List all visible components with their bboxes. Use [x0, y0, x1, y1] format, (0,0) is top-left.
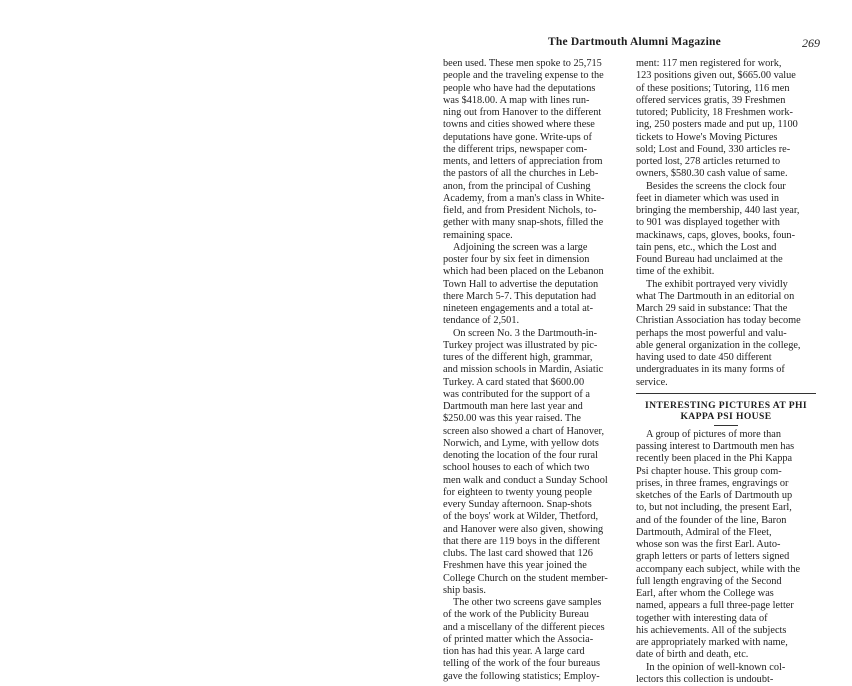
text-line: his achievements. All of the subjects [636, 624, 787, 636]
text-line: remaining space. [443, 229, 513, 241]
text-line: are appropriately marked with name, [636, 637, 788, 648]
text-line: together with interesting data of [636, 612, 768, 624]
text-line: school houses to each of which two [443, 462, 590, 474]
text-line: offered services gratis, 39 Freshmen [636, 94, 786, 106]
text-line: nineteen engagements and a total at- [443, 303, 594, 314]
text-line: was $418.00. A map with lines run- [443, 94, 590, 106]
text-line: sketches of the Earls of Dartmouth up [636, 490, 793, 501]
text-line: passing interest to Dartmouth men has [636, 441, 795, 452]
text-line: clubs. The last card showed that 126 [443, 548, 593, 559]
text-line: Psi chapter house. This group com- [636, 465, 782, 477]
text-line: Norwich, and Lyme, with yellow dots [443, 437, 599, 449]
article-heading-line-1: INTERESTING PICTURES AT PHI [644, 399, 808, 411]
text-line: feet in diameter which was used in [636, 192, 779, 204]
text-line: 123 positions given out, $665.00 value [636, 70, 796, 82]
text-line: A group of pictures of more than [646, 428, 781, 440]
text-line: to 901 was displayed together with [636, 217, 780, 229]
text-line: sold; Lost and Found, 330 articles re- [636, 143, 791, 155]
text-line: Adjoining the screen was a large [453, 241, 588, 253]
left-column [443, 58, 623, 683]
text-line: denoting the location of the four rural [443, 450, 598, 461]
text-line: tutored; Publicity, 18 Freshmen work- [636, 107, 793, 118]
text-line: which had been placed on the Lebanon [443, 266, 604, 278]
magazine-title: The Dartmouth Alumni Magazine [548, 36, 721, 48]
text-line: anon, from the principal of Cushing [443, 180, 591, 192]
text-line: On screen No. 3 the Dartmouth-in- [453, 327, 598, 339]
text-line: graph letters or parts of letters signed [636, 551, 790, 563]
text-line: undergraduates in its many forms of [636, 364, 785, 376]
text-line: time of the exhibit. [636, 266, 715, 278]
text-line: telling of the work of the four bureaus [443, 658, 600, 670]
text-line: recently been placed in the Phi Kappa [636, 453, 793, 465]
text-line: prises, in three frames, engravings or [636, 477, 789, 489]
text-line: to, but not including, the present Earl, [636, 502, 792, 514]
text-line: March 29 said in substance: That the [636, 303, 788, 314]
text-line: gether with many snap-shots, filled the [443, 217, 604, 229]
text-line: Turkey project was illustrated by pic- [443, 339, 598, 351]
text-line: was contributed for the support of a [443, 388, 590, 400]
text-line: that there are 119 boys in the different [443, 535, 600, 547]
text-line: owners, $580.30 cash value of same. [636, 168, 788, 180]
text-line: tion has had this year. A large card [443, 646, 585, 657]
text-line: tain pens, etc., which the Lost and [636, 241, 777, 253]
text-line: and Hanover were also given, showing [443, 523, 604, 535]
right-column-bottom-lines [636, 429, 816, 686]
text-line: of the work of the Publicity Bureau [443, 609, 589, 621]
text-line: Freshmen have this year joined the [443, 560, 587, 572]
text-line: Dartmouth man here last year and [443, 401, 583, 412]
text-line: Christian Association has today become [636, 315, 801, 327]
text-line: tendance of 2,501. [443, 315, 520, 327]
text-line: ments, and letters of appreciation from [443, 156, 603, 167]
text-line: Found Bureau had unclaimed at the [636, 254, 783, 265]
text-line: poster four by six feet in dimension [443, 254, 590, 265]
text-line: The exhibit portrayed very vividly [646, 278, 788, 290]
text-line: of these positions; Tutoring, 116 men [636, 82, 790, 94]
text-line: having used to date 450 different [636, 352, 772, 363]
text-line: perhaps the most powerful and valu- [636, 327, 787, 339]
text-line: The other two screens gave samples [453, 597, 602, 608]
text-line: and of the founder of the line, Baron [636, 514, 787, 526]
text-line: field, and from President Nichols, to- [443, 205, 597, 216]
text-line: every Sunday afternoon. Snap-shots [443, 499, 592, 510]
text-line: named, appears a full three-page letter [636, 600, 794, 612]
text-line: Turkey. A card stated that $600.00 [443, 376, 585, 388]
text-line: able general organization in the college, [636, 339, 801, 351]
text-line: people who have had the deputations [443, 82, 596, 94]
text-line: $250.00 was this year raised. The [443, 413, 581, 425]
running-header [548, 36, 820, 52]
text-line: Besides the screens the clock four [646, 180, 786, 192]
text-line: ing, 250 posters made and put up, 1100 [636, 119, 798, 131]
text-line: Dartmouth, Admiral of the Fleet, [636, 526, 772, 538]
text-line: service. [636, 376, 668, 388]
text-line: and a miscellany of the different pieces [443, 621, 605, 633]
text-line: gave the following statistics; Employ- [443, 670, 600, 682]
article-heading-line-2: KAPPA PSI HOUSE [680, 410, 772, 422]
text-line: bringing the membership, 440 last year, [636, 205, 800, 216]
text-line: tickets to Howe's Moving Pictures [636, 131, 778, 143]
section-divider [636, 393, 816, 394]
text-line: what The Dartmouth in an editorial on [636, 290, 795, 302]
text-line: men walk and conduct a Sunday School [443, 474, 608, 486]
text-line: people and the traveling expense to the [443, 70, 604, 82]
text-line: date of birth and death, etc. [636, 649, 749, 661]
text-line: Town Hall to advertise the deputation [443, 278, 599, 290]
text-line: screen also showed a chart of Hanover, [443, 425, 605, 437]
text-line: In the opinion of well-known col- [646, 661, 786, 673]
text-line: full length engraving of the Second [636, 575, 782, 587]
text-line: ment: 117 men registered for work, [636, 58, 782, 69]
text-line: accompany each subject, while with the [636, 563, 801, 575]
text-line: deputations have gone. Write-ups of [443, 131, 592, 143]
text-line: lectors this collection is undoubt- [636, 673, 774, 685]
right-column [636, 58, 816, 686]
left-column-lines [443, 58, 623, 683]
text-line: Earl, after whom the College was [636, 588, 774, 599]
text-line: ported lost, 278 articles returned to [636, 156, 781, 167]
text-line: tures of the different high, grammar, [443, 352, 593, 363]
right-column-top-lines [636, 58, 816, 389]
text-line: ship basis. [443, 584, 486, 596]
text-line: for eighteen to twenty young people [443, 486, 592, 498]
text-line: Academy, from a man's class in White- [443, 192, 605, 204]
text-line: there March 5-7. This deputation had [443, 290, 597, 302]
text-line: mackinaws, caps, gloves, books, foun- [636, 229, 795, 241]
page-number: 269 [802, 36, 820, 50]
heading-ornament-rule [714, 425, 738, 426]
text-line: ning out from Hanover to the different [443, 107, 602, 118]
text-line: the different trips, newspaper com- [443, 143, 588, 155]
text-line: of the boys' work at Wilder, Thetford, [443, 511, 599, 523]
text-line: and mission schools in Mardin, Asiatic [443, 364, 604, 376]
text-line: of printed matter which the Associa- [443, 633, 594, 645]
text-line: whose son was the first Earl. Auto- [636, 539, 781, 550]
text-line: been used. These men spoke to 25,715 [443, 58, 602, 69]
text-line: towns and cities showed where these [443, 119, 595, 131]
text-line: College Church on the student member- [443, 572, 608, 584]
text-line: the pastors of all the churches in Leb- [443, 168, 599, 180]
